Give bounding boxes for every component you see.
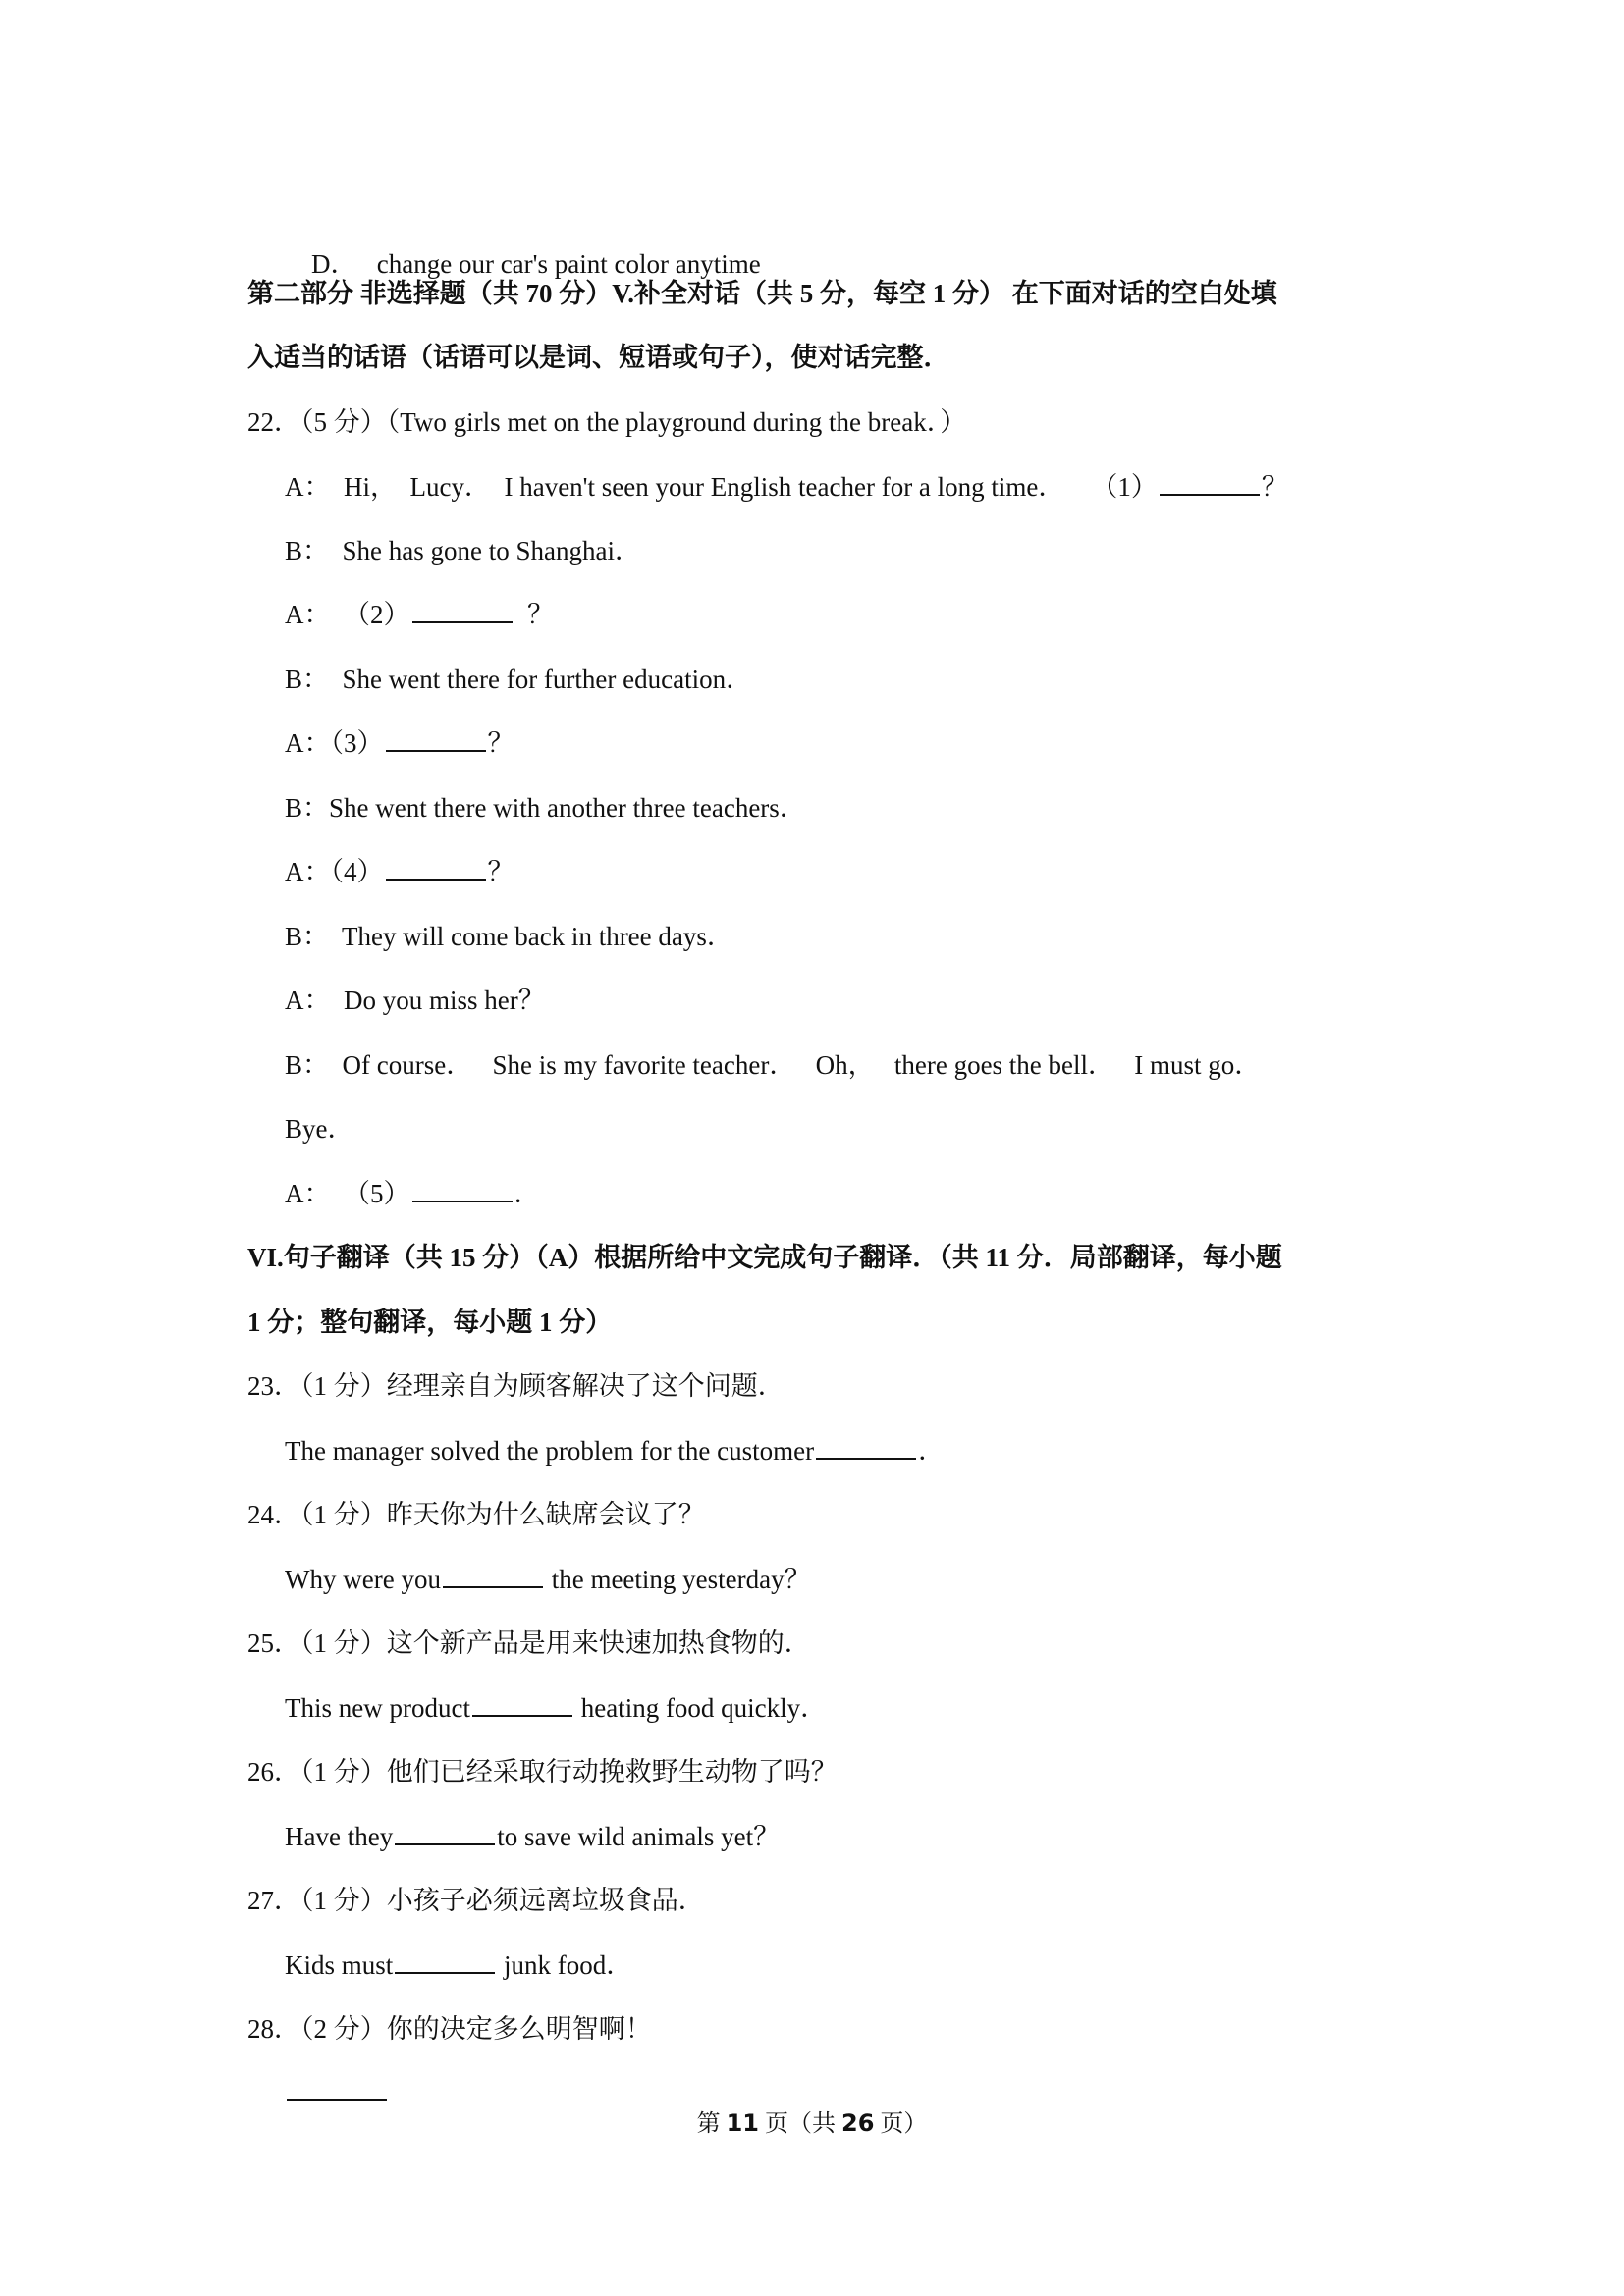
question-26-stem: 26．（1 分）他们已经采取行动挽救野生动物了吗？ [247,1757,838,1787]
page-footer: 第 11 页（共 26 页） [696,2109,928,2137]
dialogue-line: A：（4） ？ [285,857,514,886]
question-25-answer: This new product heating food quickly． [285,1693,828,1723]
total-pages: 26 [841,2109,875,2137]
question-28-stem: 28．（2 分）你的决定多么明智啊！ [247,2014,652,2044]
dialogue-line: A： Hi， Lucy． I haven't seen your English teacher for a long time． （1） ？ [285,472,1288,502]
answer-blank[interactable] [395,1822,495,1845]
section6-heading-line1: VI.句子翻译（共 15 分）（A）根据所给中文完成句子翻译．（共 11 分．局部翻译，每小题 [247,1243,1282,1272]
section6-heading-line2: 1 分；整句翻译，每小题 1 分） [247,1308,613,1337]
answer-blank[interactable] [386,728,486,752]
answer-blank[interactable] [386,857,486,881]
dialogue-line: A： Do you miss her？ [285,986,545,1015]
answer-blank[interactable] [472,1693,572,1717]
section-heading-line2: 入适当的话语（话语可以是词、短语或句子），使对话完整． [247,343,950,372]
answer-blank[interactable] [816,1436,916,1460]
dialogue-line: A： （2） ？ [285,600,554,629]
dialogue-line: B： Of course． She is my favorite teacher． Oh， there goes the bell． I must go． [285,1050,1262,1080]
dialogue-line: B： They will come back in three days． [285,922,733,951]
dialogue-line: A：（3） ？ [285,728,514,758]
answer-blank[interactable] [443,1565,543,1588]
page-number: 11 [726,2109,759,2137]
question-22-stem: 22．（5 分）（Two girls met on the playground during the break．） [247,407,967,437]
option-letter: D． [311,249,357,279]
question-24-answer: Why were you the meeting yesterday？ [285,1565,811,1594]
option-text: change our car's paint color anytime [376,249,761,279]
question-23-stem: 23．（1 分）经理亲自为顾客解决了这个问题． [247,1371,785,1401]
answer-blank[interactable] [1160,472,1260,496]
answer-blank[interactable] [287,2077,387,2101]
answer-blank[interactable] [412,1179,513,1202]
answer-blank[interactable] [395,1950,495,1974]
dialogue-line: B： She has gone to Shanghai． [285,536,641,565]
dialogue-line: A： （5） ． [285,1179,541,1208]
question-26-answer: Have they to save wild animals yet？ [285,1822,781,1851]
dialogue-line: B：She went there with another three teachers． [285,793,806,823]
answer-blank[interactable] [412,600,513,623]
question-27-answer: Kids must junk food． [285,1950,633,1980]
question-23-answer: The manager solved the problem for the customer ． [285,1436,946,1466]
question-28-answer [285,2075,389,2109]
section-heading-line1: 第二部分 非选择题（共 70 分）V.补全对话（共 5 分，每空 1 分） 在下面对话的空白处填 [247,279,1277,308]
question-24-stem: 24．（1 分）昨天你为什么缺席会议了？ [247,1500,705,1529]
question-27-stem: 27．（1 分）小孩子必须远离垃圾食品． [247,1886,705,1915]
dialogue-line: Bye． [285,1114,354,1144]
dialogue-line: B： She went there for further education． [285,665,753,694]
question-25-stem: 25．（1 分）这个新产品是用来快速加热食物的． [247,1629,811,1658]
